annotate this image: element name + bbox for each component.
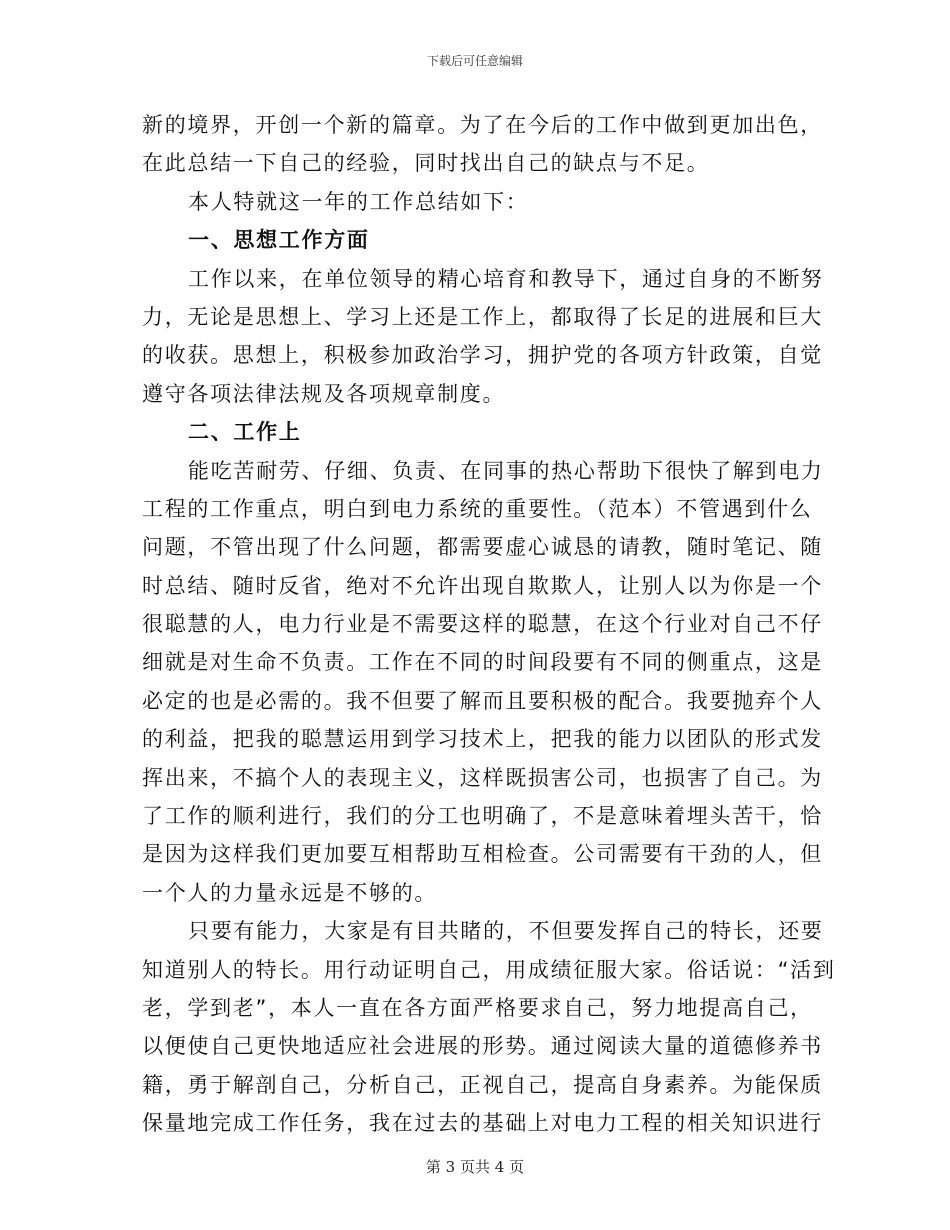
paragraph-line: 保量地完成工作任务，我在过去的基础上对电力工程的相关知识进行 [142,1111,823,1136]
paragraph-line: 工作以来，在单位领导的精心培育和教导下，通过自身的不断努 [188,266,824,291]
paragraph-line: 一个人的力量永远是不够的。 [142,880,438,905]
paragraph-line: 时总结、随时反省，绝对不允许出现自欺欺人，让别人以为你是一个 [142,573,823,598]
paragraph-line: 以便使自己更快地适应社会进展的形势。通过阅读大量的道德修养书 [142,1034,823,1059]
paragraph-line: 的利益，把我的聪慧运用到学习技术上，把我的能力以团队的形式发 [142,727,823,752]
section-heading: 二、工作上 [188,420,302,445]
page-footer: 第 3 页共 4 页 [425,1158,525,1176]
section-heading: 一、思想工作方面 [188,228,370,253]
paragraph-line: 很聪慧的人，电力行业是不需要这样的聪慧，在这个行业对自己不仔 [142,612,823,637]
paragraph-line: 知道别人的特长。用行动证明自己，用成绩征服大家。俗话说：“活到 [142,957,836,982]
paragraph-line: 工程的工作重点，明白到电力系统的重要性。（范本）不管遇到什么 [142,496,813,521]
paragraph-line: 新的境界，开创一个新的篇章。为了在今后的工作中做到更加出色， [142,113,823,137]
paragraph-line: 只要有能力，大家是有目共睹的，不但要发挥自己的特长，还要 [188,919,824,944]
paragraph-line: 挥出来，不搞个人的表现主义，这样既损害公司，也损害了自己。为 [142,765,823,790]
paragraph-line: 力，无论是思想上、学习上还是工作上，都取得了长足的进展和巨大 [142,304,823,329]
paragraph-line: 本人特就这一年的工作总结如下： [188,189,529,214]
paragraph-line: 在此总结一下自己的经验，同时找出自己的缺点与不足。 [142,151,710,176]
paragraph-line: 老，学到老”，本人一直在各方面严格要求自己，努力地提高自己， [142,995,813,1020]
page-header: 下载后可任意编辑 [426,54,523,68]
paragraph-line: 问题，不管出现了什么问题，都需要虚心诚恳的请教，随时笔记、随 [142,535,823,560]
paragraph-line: 细就是对生命不负责。工作在不同的时间段要有不同的侧重点，这是 [142,650,823,675]
paragraph-line: 必定的也是必需的。我不但要了解而且要积极的配合。我要抛弃个人 [142,688,823,713]
paragraph-line: 遵守各项法律法规及各项规章制度。 [142,381,506,406]
document-body [142,106,836,1143]
paragraph-line: 是因为这样我们更加要互相帮助互相检查。公司需要有干劲的人，但 [142,842,823,867]
paragraph-line: 能吃苦耐劳、仔细、负责、在同事的热心帮助下很快了解到电力 [188,458,824,483]
paragraph-line: 的收获。思想上，积极参加政治学习，拥护党的各项方针政策，自觉 [142,343,823,368]
paragraph-line: 了工作的顺利进行，我们的分工也明确了，不是意味着埋头苦干，恰 [142,804,823,829]
paragraph-line: 籍，勇于解剖自己，分析自己，正视自己，提高自身素养。为能保质 [142,1072,823,1097]
